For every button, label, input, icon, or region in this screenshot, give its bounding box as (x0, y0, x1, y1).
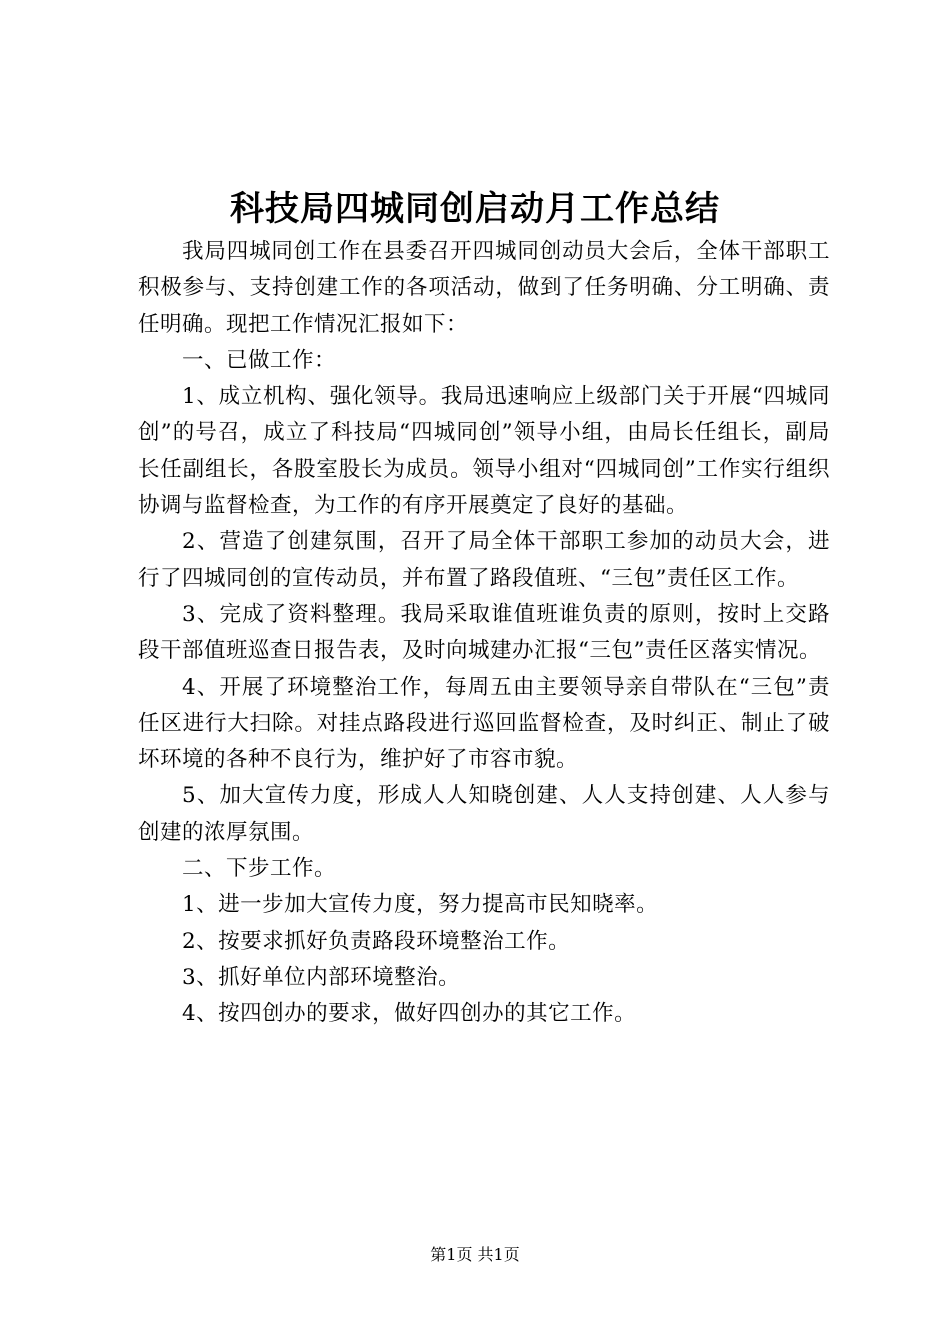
intro-paragraph: 我局四城同创工作在县委召开四城同创动员大会后，全体干部职工积极参与、支持创建工作的各项活动，做到了任务明确、分工明确、责任明确。现把工作情况汇报如下： (138, 239, 830, 337)
done-item-5-paragraph: 5、加大宣传力度，形成人人知晓创建、人人支持创建、人人参与创建的浓厚氛围。 (138, 783, 830, 845)
section-heading-next-steps: 二、下步工作。 (182, 856, 337, 882)
section-heading-done-work: 一、已做工作： (182, 347, 337, 373)
page-footer: 第1页 共1页 (430, 1245, 520, 1264)
next-item-1-paragraph: 1、进一步加大宣传力度，努力提高市民知晓率。 (182, 892, 659, 918)
next-item-4-paragraph: 4、按四创办的要求，做好四创办的其它工作。 (182, 1001, 637, 1027)
done-item-3-paragraph: 3、完成了资料整理。我局采取谁值班谁负责的原则，按时上交路段干部值班巡查日报告表，及时向城建办汇报“三包”责任区落实情况。 (138, 601, 830, 664)
next-item-2-paragraph: 2、按要求抓好负责路段环境整治工作。 (182, 928, 571, 954)
done-item-4-paragraph: 4、开展了环境整治工作，每周五由主要领导亲自带队在“三包”责任区进行大扫除。对挂点路段进行巡回监督检查，及时纠正、制止了破坏环境的各种不良行为，维护好了市容市貌。 (138, 674, 830, 773)
document-title: 科技局四城同创启动月工作总结 (230, 189, 720, 229)
done-item-2-paragraph: 2、营造了创建氛围，召开了局全体干部职工参加的动员大会，进行了四城同创的宣传动员，并布置了路段值班、“三包”责任区工作。 (138, 529, 830, 591)
done-item-1-paragraph: 1、成立机构、强化领导。我局迅速响应上级部门关于开展“四城同创”的号召，成立了科技局“四城同创”领导小组，由局长任组长，副局长任副组长，各股室股长为成员。领导小组对“四城同创”工作实行组织协调与监督检查，为工作的有序开展奠定了良好的基础。 (138, 384, 830, 519)
document-body (138, 234, 830, 1033)
next-item-3-paragraph: 3、抓好单位内部环境整治。 (182, 964, 461, 990)
